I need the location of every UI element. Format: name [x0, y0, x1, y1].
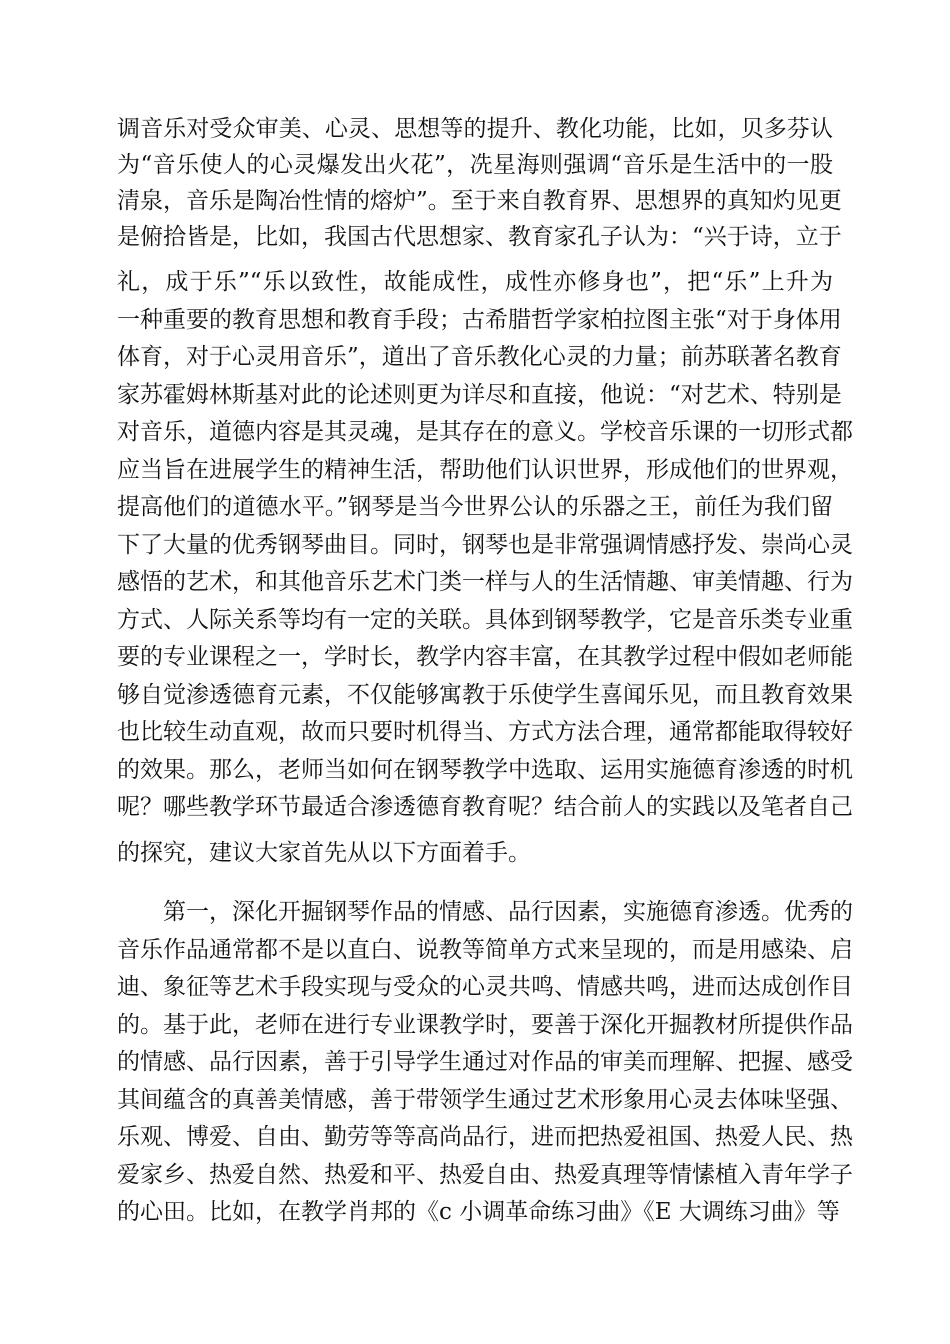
- text-line: 家苏霍姆林斯基对此的论述则更为详尽和直接，他说：“对艺术、特别是: [117, 382, 842, 408]
- text-line: 要的专业课程之一，学时长，教学内容丰富，在其教学过程中假如老师能: [117, 644, 853, 670]
- text-line: 的效果。那么，老师当如何在钢琴教学中选取、运用实施德育渗透的时机: [117, 757, 853, 783]
- text-line: 礼，成于乐”“乐以致性，故能成性，成性亦修身也”，把“乐”上升为: [117, 269, 833, 295]
- text-line: 呢？哪些教学环节最适合渗透德育教育呢？结合前人的实践以及笔者自己: [117, 794, 853, 820]
- text-line: 为“音乐使人的心灵爆发出火花”，冼星海则强调“音乐是生活中的一股: [117, 152, 833, 178]
- text-line: 迪、象征等艺术手段实现与受众的心灵共鸣、情感共鸣，进而达成创作目: [117, 974, 853, 1000]
- text-line: 清泉，音乐是陶冶性情的熔炉”。至于来自教育界、思想界的真知灼见更: [117, 188, 842, 214]
- text-line: 也比较生动直观，故而只要时机得当、方式方法合理，通常都能取得较好: [117, 719, 853, 745]
- text-line: 其间蕴含的真善美情感，善于带领学生通过艺术形象用心灵去体味坚强、: [117, 1087, 853, 1113]
- text-line: 对音乐，道德内容是其灵魂，是其存在的意义。学校音乐课的一切形式都: [117, 419, 853, 445]
- text-line: 第一，深化开掘钢琴作品的情感、品行因素，实施德育渗透。优秀的: [163, 899, 853, 925]
- text-line: 调音乐对受众审美、心灵、思想等的提升、教化功能，比如，贝多芬认: [117, 116, 833, 142]
- text-line: 的情感、品行因素，善于引导学生通过对作品的审美而理解、把握、感受: [117, 1049, 853, 1075]
- text-line: 下了大量的优秀钢琴曲目。同时，钢琴也是非常强调情感抒发、崇尚心灵: [117, 532, 853, 558]
- text-line: 乐观、博爱、自由、勤劳等等高尚品行，进而把热爱祖国、热爱人民、热: [117, 1124, 853, 1150]
- text-line: 的。基于此，老师在进行专业课教学时，要善于深化开掘教材所提供作品: [117, 1012, 853, 1038]
- text-line: 爱家乡、热爱自然、热爱和平、热爱自由、热爱真理等情愫植入青年学子: [117, 1162, 853, 1188]
- text-line: 音乐作品通常都不是以直白、说教等简单方式来呈现的，而是用感染、启: [117, 937, 853, 963]
- text-line: 方式、人际关系等均有一定的关联。具体到钢琴教学，它是音乐类专业重: [117, 607, 853, 633]
- text-line: 一种重要的教育思想和教育手段；古希腊哲学家柏拉图主张“对于身体用: [117, 307, 842, 333]
- text-line: 应当旨在进展学生的精神生活，帮助他们认识世界，形成他们的世界观，: [117, 457, 853, 483]
- text-line: 够自觉渗透德育元素，不仅能够寓教于乐使学生喜闻乐见，而且教育效果: [117, 682, 853, 708]
- text-line: 提高他们的道德水平。”钢琴是当今世界公认的乐器之王，前任为我们留: [117, 494, 833, 520]
- text-line: 是俯拾皆是，比如，我国古代思想家、教育家孔子认为：“兴于诗，立于: [117, 224, 842, 250]
- text-line: 感悟的艺术，和其他音乐艺术门类一样与人的生活情趣、审美情趣、行为: [117, 569, 853, 595]
- text-line: 的心田。比如，在教学肖邦的《c 小调革命练习曲》《E 大调练习曲》等: [117, 1199, 840, 1225]
- text-line: 体育，对于心灵用音乐”，道出了音乐教化心灵的力量；前苏联著名教育: [117, 344, 842, 370]
- text-line: 的探究，建议大家首先从以下方面着手。: [117, 840, 531, 866]
